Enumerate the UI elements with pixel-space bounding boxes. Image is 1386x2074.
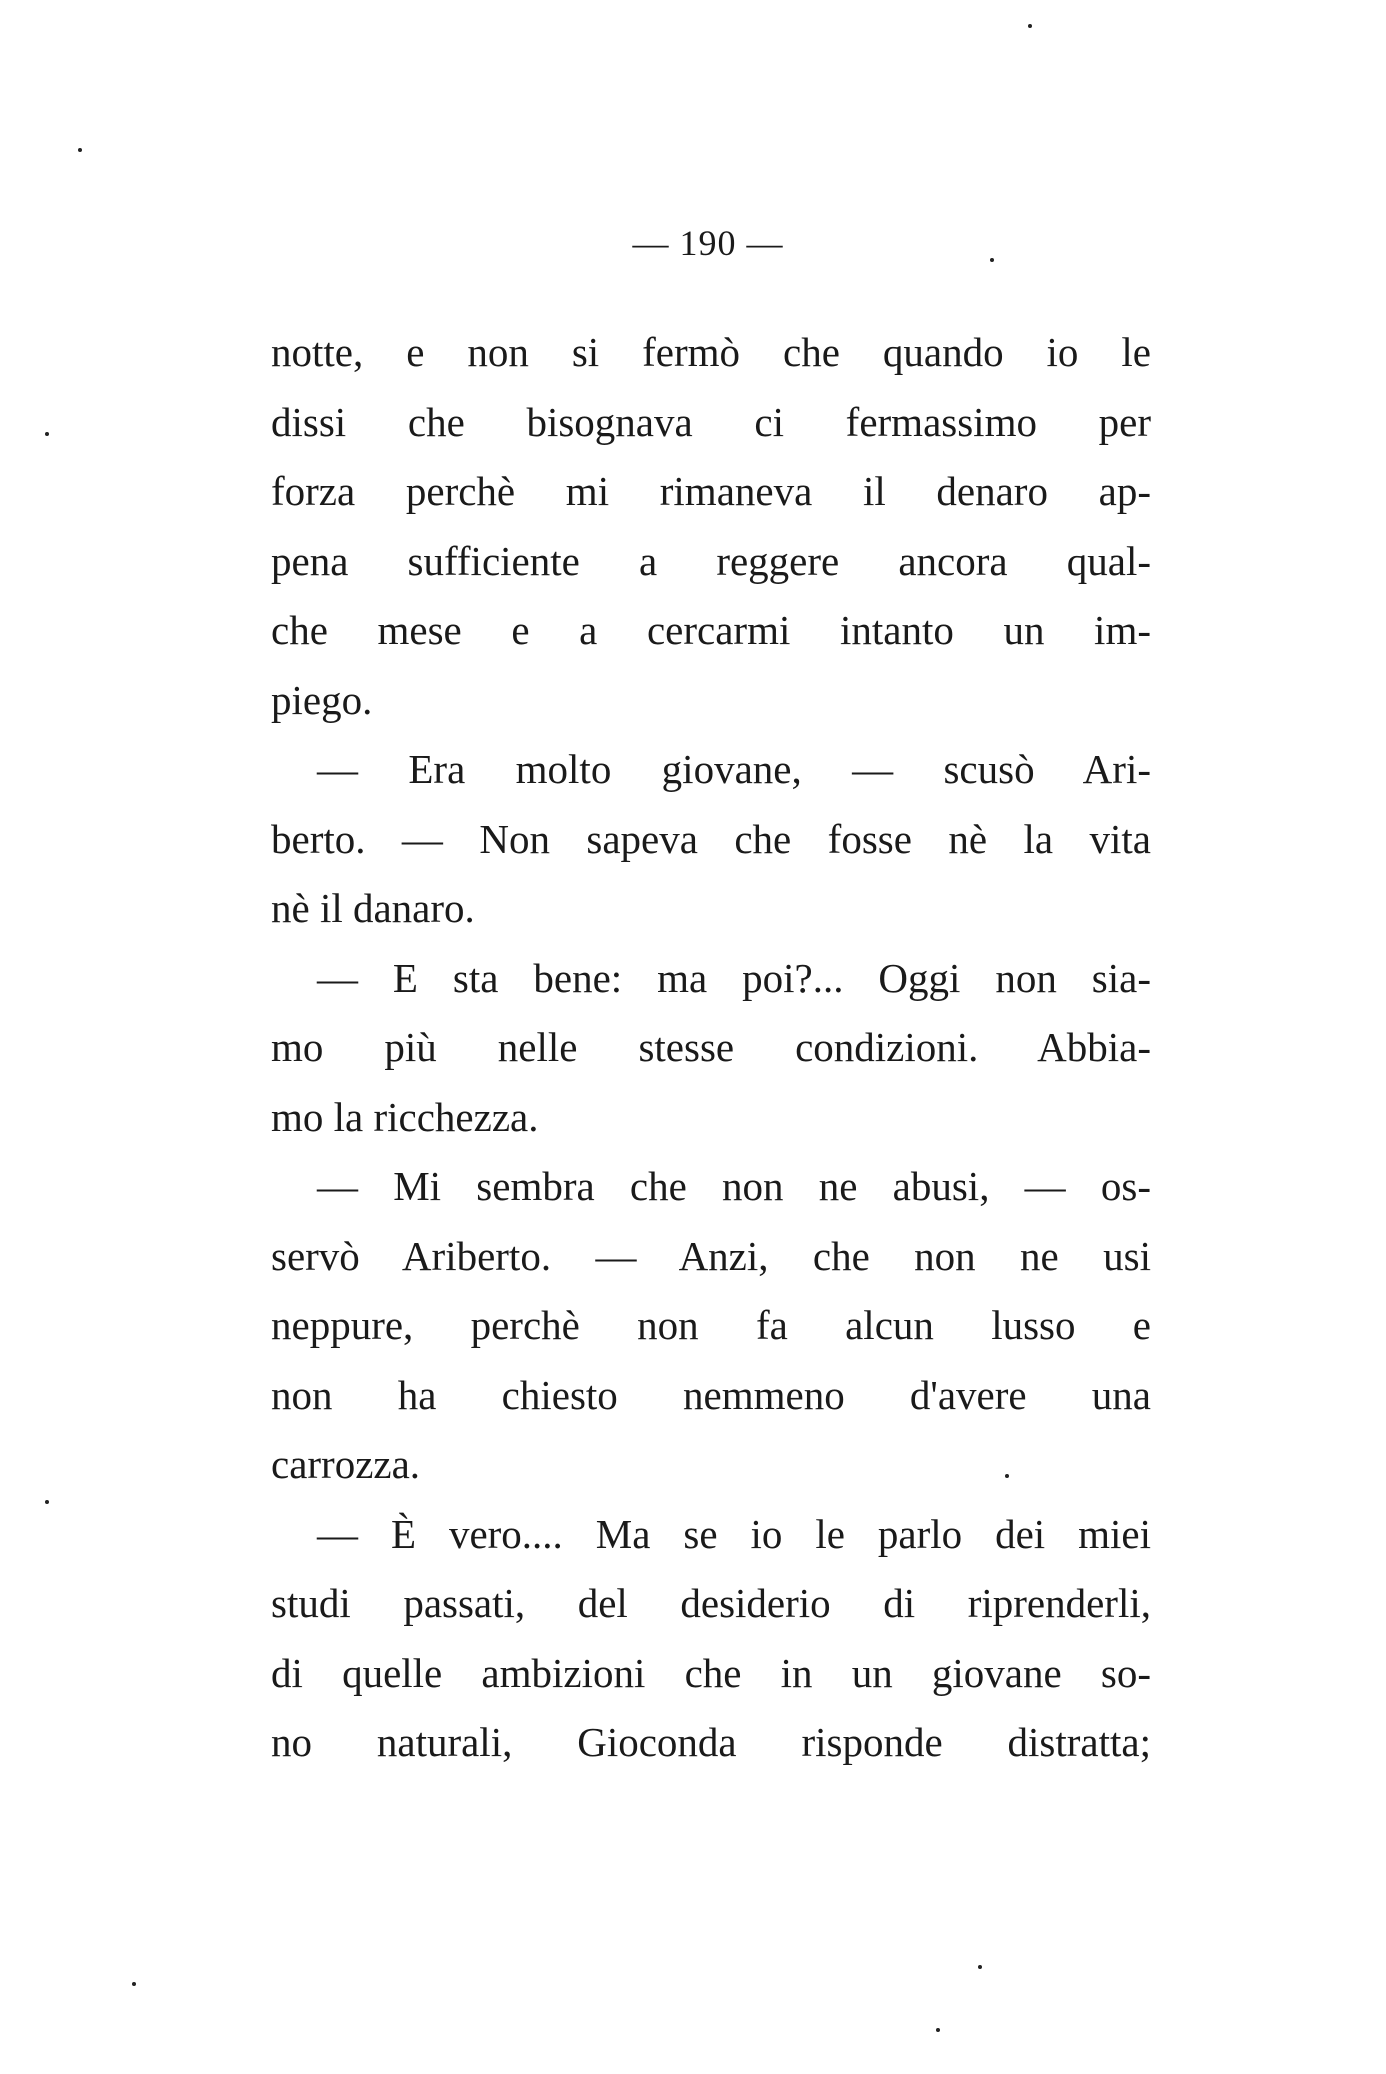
scan-speck	[978, 1965, 982, 1969]
text-line: berto. — Non sapeva che fosse nè la vita	[271, 815, 1151, 862]
text-line: — E sta bene: ma poi?... Oggi non sia-	[317, 954, 1151, 1001]
text-line: di quelle ambizioni che in un giovane so-	[271, 1649, 1151, 1696]
text-line: piego.	[271, 676, 373, 723]
text-line: non ha chiesto nemmeno d'avere una	[271, 1371, 1151, 1418]
scan-speck	[1028, 24, 1032, 28]
text-line: dissi che bisognava ci fermassimo per	[271, 398, 1151, 445]
scan-speck	[1005, 1474, 1009, 1478]
text-line: forza perchè mi rimaneva il denaro ap-	[271, 468, 1151, 514]
scan-speck	[132, 1982, 136, 1986]
text-line: — Mi sembra che non ne abusi, — os-	[317, 1163, 1151, 1209]
text-line: neppure, perchè non fa alcun lusso e	[271, 1302, 1151, 1348]
scan-speck	[936, 2028, 940, 2032]
text-line: mo la ricchezza.	[271, 1093, 539, 1140]
page-number: — 190 —	[632, 223, 784, 263]
text-line: studi passati, del desiderio di riprenderli,	[271, 1580, 1151, 1626]
text-line: mo più nelle stesse condizioni. Abbia-	[271, 1024, 1151, 1070]
scan-speck	[45, 432, 49, 436]
scan-speck	[990, 258, 994, 262]
text-line: nè il danaro.	[271, 885, 475, 931]
scan-speck	[78, 148, 82, 152]
text-line: che mese e a cercarmi intanto un im-	[271, 607, 1151, 653]
text-line: notte, e non si fermò che quando io le	[271, 329, 1151, 375]
text-line: pena sufficiente a reggere ancora qual-	[271, 537, 1151, 584]
body-text	[271, 318, 1151, 1778]
text-line: servò Ariberto. — Anzi, che non ne usi	[271, 1232, 1151, 1279]
text-line: no naturali, Gioconda risponde distratta;	[271, 1719, 1151, 1765]
text-line: — È vero.... Ma se io le parlo dei miei	[317, 1510, 1151, 1557]
scan-speck	[45, 1500, 49, 1504]
text-line: — Era molto giovane, — scusò Ari-	[317, 746, 1151, 792]
text-line: carrozza.	[271, 1441, 421, 1487]
